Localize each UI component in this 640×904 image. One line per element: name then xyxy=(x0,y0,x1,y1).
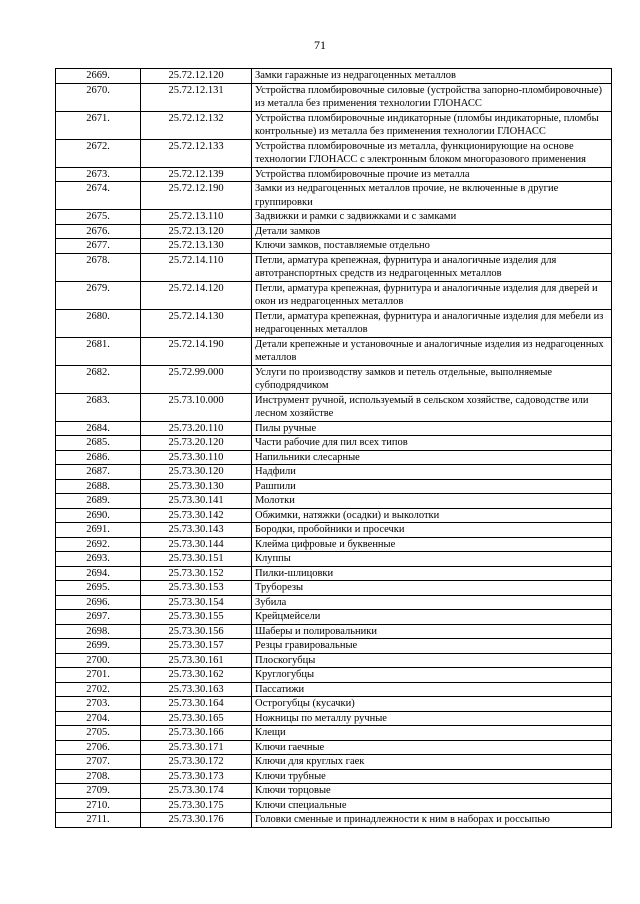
table-row xyxy=(56,523,612,538)
row-number: 2700. xyxy=(56,653,141,668)
row-description: Ножницы по металлу ручные xyxy=(252,711,612,726)
row-number: 2709. xyxy=(56,784,141,799)
table-row xyxy=(56,281,612,309)
table-row xyxy=(56,755,612,770)
row-description: Надфили xyxy=(252,465,612,480)
row-code: 25.73.30.144 xyxy=(141,537,252,552)
table-row xyxy=(56,697,612,712)
table-row xyxy=(56,83,612,111)
row-number: 2682. xyxy=(56,365,141,393)
row-description: Ключи для круглых гаек xyxy=(252,755,612,770)
row-number: 2696. xyxy=(56,595,141,610)
row-number: 2707. xyxy=(56,755,141,770)
row-number: 2687. xyxy=(56,465,141,480)
row-code: 25.73.30.141 xyxy=(141,494,252,509)
row-description: Петли, арматура крепежная, фурнитура и аналогичные изделия для мебели из недрагоценных металлов xyxy=(252,309,612,337)
row-number: 2683. xyxy=(56,393,141,421)
row-description: Головки сменные и принадлежности к ним в наборах и россыпью xyxy=(252,813,612,828)
row-description: Плоскогубцы xyxy=(252,653,612,668)
row-number: 2691. xyxy=(56,523,141,538)
table-row xyxy=(56,494,612,509)
table-row xyxy=(56,465,612,480)
table-row xyxy=(56,653,612,668)
row-description: Пилы ручные xyxy=(252,421,612,436)
row-description: Части рабочие для пил всех типов xyxy=(252,436,612,451)
row-number: 2689. xyxy=(56,494,141,509)
row-number: 2680. xyxy=(56,309,141,337)
row-number: 2678. xyxy=(56,253,141,281)
row-code: 25.72.13.120 xyxy=(141,224,252,239)
row-description: Обжимки, натяжки (осадки) и выколотки xyxy=(252,508,612,523)
row-description: Молотки xyxy=(252,494,612,509)
row-code: 25.73.30.142 xyxy=(141,508,252,523)
row-number: 2690. xyxy=(56,508,141,523)
table-row xyxy=(56,139,612,167)
row-number: 2670. xyxy=(56,83,141,111)
row-number: 2710. xyxy=(56,798,141,813)
row-description: Резцы гравировальные xyxy=(252,639,612,654)
row-code: 25.73.30.153 xyxy=(141,581,252,596)
row-number: 2676. xyxy=(56,224,141,239)
row-code: 25.73.30.110 xyxy=(141,450,252,465)
row-description: Круглогубцы xyxy=(252,668,612,683)
row-number: 2692. xyxy=(56,537,141,552)
row-description: Рашпили xyxy=(252,479,612,494)
table-row xyxy=(56,69,612,84)
table-row xyxy=(56,210,612,225)
table-row xyxy=(56,798,612,813)
table-row xyxy=(56,436,612,451)
row-number: 2688. xyxy=(56,479,141,494)
row-code: 25.73.30.143 xyxy=(141,523,252,538)
table-row xyxy=(56,450,612,465)
row-code: 25.73.30.156 xyxy=(141,624,252,639)
row-number: 2672. xyxy=(56,139,141,167)
row-description: Крейцмейсели xyxy=(252,610,612,625)
row-code: 25.72.12.190 xyxy=(141,182,252,210)
row-number: 2675. xyxy=(56,210,141,225)
table-body xyxy=(56,69,612,828)
row-description: Труборезы xyxy=(252,581,612,596)
classification-table xyxy=(55,68,612,828)
row-code: 25.73.20.120 xyxy=(141,436,252,451)
row-number: 2684. xyxy=(56,421,141,436)
row-code: 25.72.12.120 xyxy=(141,69,252,84)
row-number: 2698. xyxy=(56,624,141,639)
row-code: 25.73.30.164 xyxy=(141,697,252,712)
table-row xyxy=(56,309,612,337)
row-description: Пассатижи xyxy=(252,682,612,697)
row-code: 25.73.30.155 xyxy=(141,610,252,625)
row-number: 2704. xyxy=(56,711,141,726)
table-row xyxy=(56,253,612,281)
table-row xyxy=(56,639,612,654)
row-code: 25.73.30.173 xyxy=(141,769,252,784)
row-description: Клещи xyxy=(252,726,612,741)
row-number: 2702. xyxy=(56,682,141,697)
row-description: Петли, арматура крепежная, фурнитура и аналогичные изделия для дверей и окон из недрагоценных металлов xyxy=(252,281,612,309)
table-row xyxy=(56,479,612,494)
row-code: 25.73.30.151 xyxy=(141,552,252,567)
row-description: Ключи гаечные xyxy=(252,740,612,755)
row-description: Устройства пломбировочные прочие из металла xyxy=(252,167,612,182)
table-row xyxy=(56,769,612,784)
row-number: 2673. xyxy=(56,167,141,182)
row-code: 25.72.14.120 xyxy=(141,281,252,309)
row-code: 25.73.30.157 xyxy=(141,639,252,654)
row-code: 25.72.12.131 xyxy=(141,83,252,111)
table-row xyxy=(56,337,612,365)
row-number: 2708. xyxy=(56,769,141,784)
row-number: 2671. xyxy=(56,111,141,139)
row-code: 25.73.30.162 xyxy=(141,668,252,683)
table-row xyxy=(56,393,612,421)
row-code: 25.72.14.190 xyxy=(141,337,252,365)
row-code: 25.73.30.154 xyxy=(141,595,252,610)
row-number: 2677. xyxy=(56,239,141,254)
row-number: 2694. xyxy=(56,566,141,581)
row-description: Клейма цифровые и буквенные xyxy=(252,537,612,552)
row-description: Задвижки и рамки с задвижками и с замками xyxy=(252,210,612,225)
table-row xyxy=(56,711,612,726)
row-description: Устройства пломбировочные индикаторные (пломбы индикаторные, пломбы контрольные) из металла без применения технологии ГЛОНАСС xyxy=(252,111,612,139)
row-number: 2701. xyxy=(56,668,141,683)
table-row xyxy=(56,239,612,254)
row-code: 25.72.12.139 xyxy=(141,167,252,182)
row-code: 25.73.30.152 xyxy=(141,566,252,581)
row-description: Клуппы xyxy=(252,552,612,567)
table-row xyxy=(56,581,612,596)
row-code: 25.73.30.165 xyxy=(141,711,252,726)
row-description: Ключи специальные xyxy=(252,798,612,813)
table-row xyxy=(56,365,612,393)
row-number: 2693. xyxy=(56,552,141,567)
row-description: Услуги по производству замков и петель отдельные, выполняемые субподрядчиком xyxy=(252,365,612,393)
row-code: 25.73.10.000 xyxy=(141,393,252,421)
row-code: 25.73.20.110 xyxy=(141,421,252,436)
row-number: 2711. xyxy=(56,813,141,828)
row-code: 25.73.30.175 xyxy=(141,798,252,813)
row-number: 2669. xyxy=(56,69,141,84)
table-row xyxy=(56,421,612,436)
row-number: 2697. xyxy=(56,610,141,625)
table-row xyxy=(56,508,612,523)
row-number: 2706. xyxy=(56,740,141,755)
row-code: 25.72.12.133 xyxy=(141,139,252,167)
row-number: 2705. xyxy=(56,726,141,741)
table-row xyxy=(56,167,612,182)
row-code: 25.73.30.166 xyxy=(141,726,252,741)
row-description: Пилки-шлицовки xyxy=(252,566,612,581)
table-row xyxy=(56,813,612,828)
row-code: 25.72.99.000 xyxy=(141,365,252,393)
row-description: Ключи трубные xyxy=(252,769,612,784)
row-number: 2703. xyxy=(56,697,141,712)
row-code: 25.73.30.161 xyxy=(141,653,252,668)
table-row xyxy=(56,740,612,755)
row-description: Напильники слесарные xyxy=(252,450,612,465)
table-row xyxy=(56,566,612,581)
row-description: Инструмент ручной, используемый в сельском хозяйстве, садоводстве или лесном хозяйстве xyxy=(252,393,612,421)
row-description: Шаберы и полировальники xyxy=(252,624,612,639)
row-number: 2685. xyxy=(56,436,141,451)
row-code: 25.73.30.174 xyxy=(141,784,252,799)
row-number: 2679. xyxy=(56,281,141,309)
row-description: Острогубцы (кусачки) xyxy=(252,697,612,712)
row-number: 2674. xyxy=(56,182,141,210)
row-code: 25.72.13.130 xyxy=(141,239,252,254)
row-description: Детали крепежные и установочные и аналогичные изделия из недрагоценных металлов xyxy=(252,337,612,365)
row-code: 25.72.12.132 xyxy=(141,111,252,139)
row-description: Бородки, пробойники и просечки xyxy=(252,523,612,538)
table-row xyxy=(56,224,612,239)
row-number: 2699. xyxy=(56,639,141,654)
row-code: 25.72.13.110 xyxy=(141,210,252,225)
table-row xyxy=(56,182,612,210)
row-code: 25.73.30.130 xyxy=(141,479,252,494)
row-description: Ключи замков, поставляемые отдельно xyxy=(252,239,612,254)
row-description: Детали замков xyxy=(252,224,612,239)
row-code: 25.73.30.120 xyxy=(141,465,252,480)
table-row xyxy=(56,726,612,741)
table-row xyxy=(56,537,612,552)
table-row xyxy=(56,784,612,799)
table-row xyxy=(56,111,612,139)
row-number: 2686. xyxy=(56,450,141,465)
row-code: 25.73.30.163 xyxy=(141,682,252,697)
row-description: Устройства пломбировочные силовые (устройства запорно-пломбировочные) из металла без применения технологии ГЛОНАСС xyxy=(252,83,612,111)
row-description: Ключи торцовые xyxy=(252,784,612,799)
table-row xyxy=(56,610,612,625)
page-number: 71 xyxy=(314,38,326,52)
table-row xyxy=(56,668,612,683)
row-number: 2695. xyxy=(56,581,141,596)
table-row xyxy=(56,595,612,610)
row-code: 25.72.14.110 xyxy=(141,253,252,281)
row-description: Замки гаражные из недрагоценных металлов xyxy=(252,69,612,84)
row-description: Зубила xyxy=(252,595,612,610)
row-code: 25.72.14.130 xyxy=(141,309,252,337)
row-number: 2681. xyxy=(56,337,141,365)
table-row xyxy=(56,682,612,697)
row-description: Замки из недрагоценных металлов прочие, не включенные в другие группировки xyxy=(252,182,612,210)
row-code: 25.73.30.172 xyxy=(141,755,252,770)
table-row xyxy=(56,624,612,639)
row-code: 25.73.30.176 xyxy=(141,813,252,828)
row-description: Устройства пломбировочные из металла, функционирующие на основе технологии ГЛОНАСС с электронным блоком многоразового применения xyxy=(252,139,612,167)
table-row xyxy=(56,552,612,567)
row-description: Петли, арматура крепежная, фурнитура и аналогичные изделия для автотранспортных средств из недрагоценных металлов xyxy=(252,253,612,281)
row-code: 25.73.30.171 xyxy=(141,740,252,755)
